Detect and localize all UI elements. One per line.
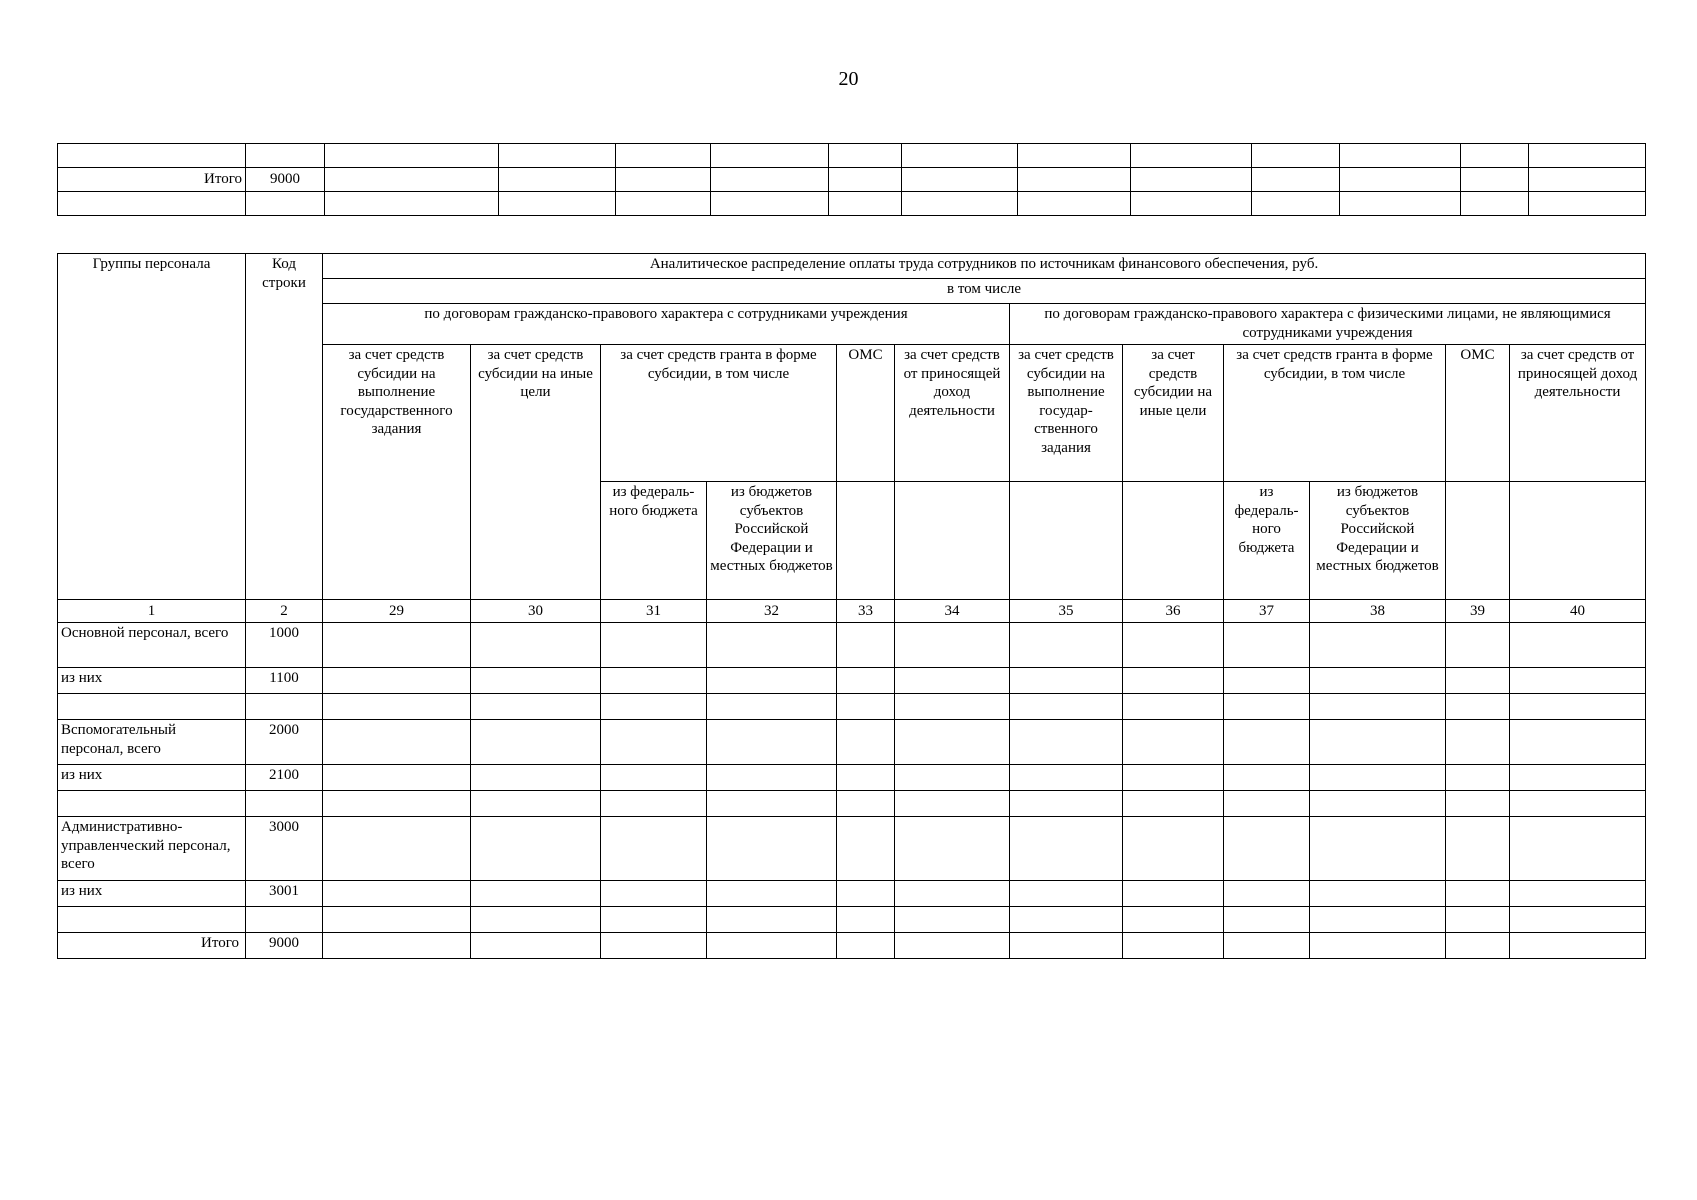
total-label: Итого <box>58 168 246 192</box>
column-number: 35 <box>1010 600 1123 623</box>
table-row <box>58 791 1646 817</box>
continuation-table <box>57 143 1646 216</box>
row-label: из них <box>58 881 246 907</box>
row-label <box>58 791 246 817</box>
header-analytic: Аналитическое распределение оплаты труда сотрудников по источникам финансового обеспечения, руб. <box>323 254 1646 279</box>
header-col-31-32: за счет средств гранта в форме субсидии, в том числе <box>601 345 837 482</box>
row-code: 1000 <box>246 623 323 668</box>
column-number: 1 <box>58 600 246 623</box>
header-col-31: из федераль-ного бюджета <box>601 482 707 600</box>
row-code: 2000 <box>246 720 323 765</box>
table-row <box>58 144 1646 168</box>
header-col-37-38: за счет средств гранта в форме субсидии, в том числе <box>1224 345 1446 482</box>
header-civil-nonemployees: по договорам гражданско-правового характера с физическими лицами, не являющимися сотрудниками учреждения <box>1010 304 1646 345</box>
page-number: 20 <box>838 68 859 90</box>
table-row <box>58 881 1646 907</box>
table-row <box>58 668 1646 694</box>
column-numbers-row <box>58 600 1646 623</box>
table-row <box>58 765 1646 791</box>
row-code <box>246 694 323 720</box>
table-row <box>58 720 1646 765</box>
header-col-29: за счет средств субсидии на выполнение государственного задания <box>323 345 471 600</box>
payroll-distribution-table <box>57 253 1646 959</box>
table-row <box>58 192 1646 216</box>
header-including: в том числе <box>323 279 1646 304</box>
column-number: 34 <box>895 600 1010 623</box>
column-number: 38 <box>1310 600 1446 623</box>
row-label <box>58 907 246 933</box>
column-number: 30 <box>471 600 601 623</box>
header-col-37: из федераль-ного бюджета <box>1224 482 1310 600</box>
row-code: 2100 <box>246 765 323 791</box>
row-code: 1100 <box>246 668 323 694</box>
header-col-30: за счет средств субсидии на иные цели <box>471 345 601 600</box>
table-row-total <box>58 168 1646 192</box>
header-col-35: за счет средств субсидии на выполнение государ-ственного задания <box>1010 345 1123 482</box>
header-col-34: за счет средств от приносящей доход деятельности <box>895 345 1010 482</box>
header-groups: Группы персонала <box>58 254 246 600</box>
header-col-36: за счет средств субсидии на иные цели <box>1123 345 1224 482</box>
column-number: 37 <box>1224 600 1310 623</box>
row-label: Основной персонал, всего <box>58 623 246 668</box>
header-civil-employees: по договорам гражданско-правового характера с сотрудниками учреждения <box>323 304 1010 345</box>
row-label <box>58 694 246 720</box>
column-number: 32 <box>707 600 837 623</box>
header-col-39: ОМС <box>1446 345 1510 482</box>
header-col-38: из бюджетов субъектов Российской Федерации и местных бюджетов <box>1310 482 1446 600</box>
table-row <box>58 907 1646 933</box>
row-code <box>246 791 323 817</box>
table-row <box>58 694 1646 720</box>
total-label: Итого <box>58 933 246 959</box>
header-col-32: из бюджетов субъектов Российской Федерации и местных бюджетов <box>707 482 837 600</box>
row-label: из них <box>58 765 246 791</box>
column-number: 33 <box>837 600 895 623</box>
header-col-33: ОМС <box>837 345 895 482</box>
column-number: 36 <box>1123 600 1224 623</box>
row-label: из них <box>58 668 246 694</box>
table-row <box>58 817 1646 881</box>
column-number: 40 <box>1510 600 1646 623</box>
total-code: 9000 <box>246 933 323 959</box>
row-label: Административно-управленческий персонал, всего <box>58 817 246 881</box>
column-number: 2 <box>246 600 323 623</box>
table-row-total <box>58 933 1646 959</box>
row-code: 3000 <box>246 817 323 881</box>
row-code: 3001 <box>246 881 323 907</box>
header-col-40: за счет средств от приносящей доход деятельности <box>1510 345 1646 482</box>
column-number: 31 <box>601 600 707 623</box>
table-row <box>58 623 1646 668</box>
row-label: Вспомогательный персонал, всего <box>58 720 246 765</box>
row-code <box>246 907 323 933</box>
header-code: Код строки <box>246 254 323 600</box>
column-number: 29 <box>323 600 471 623</box>
total-code: 9000 <box>246 168 325 192</box>
column-number: 39 <box>1446 600 1510 623</box>
